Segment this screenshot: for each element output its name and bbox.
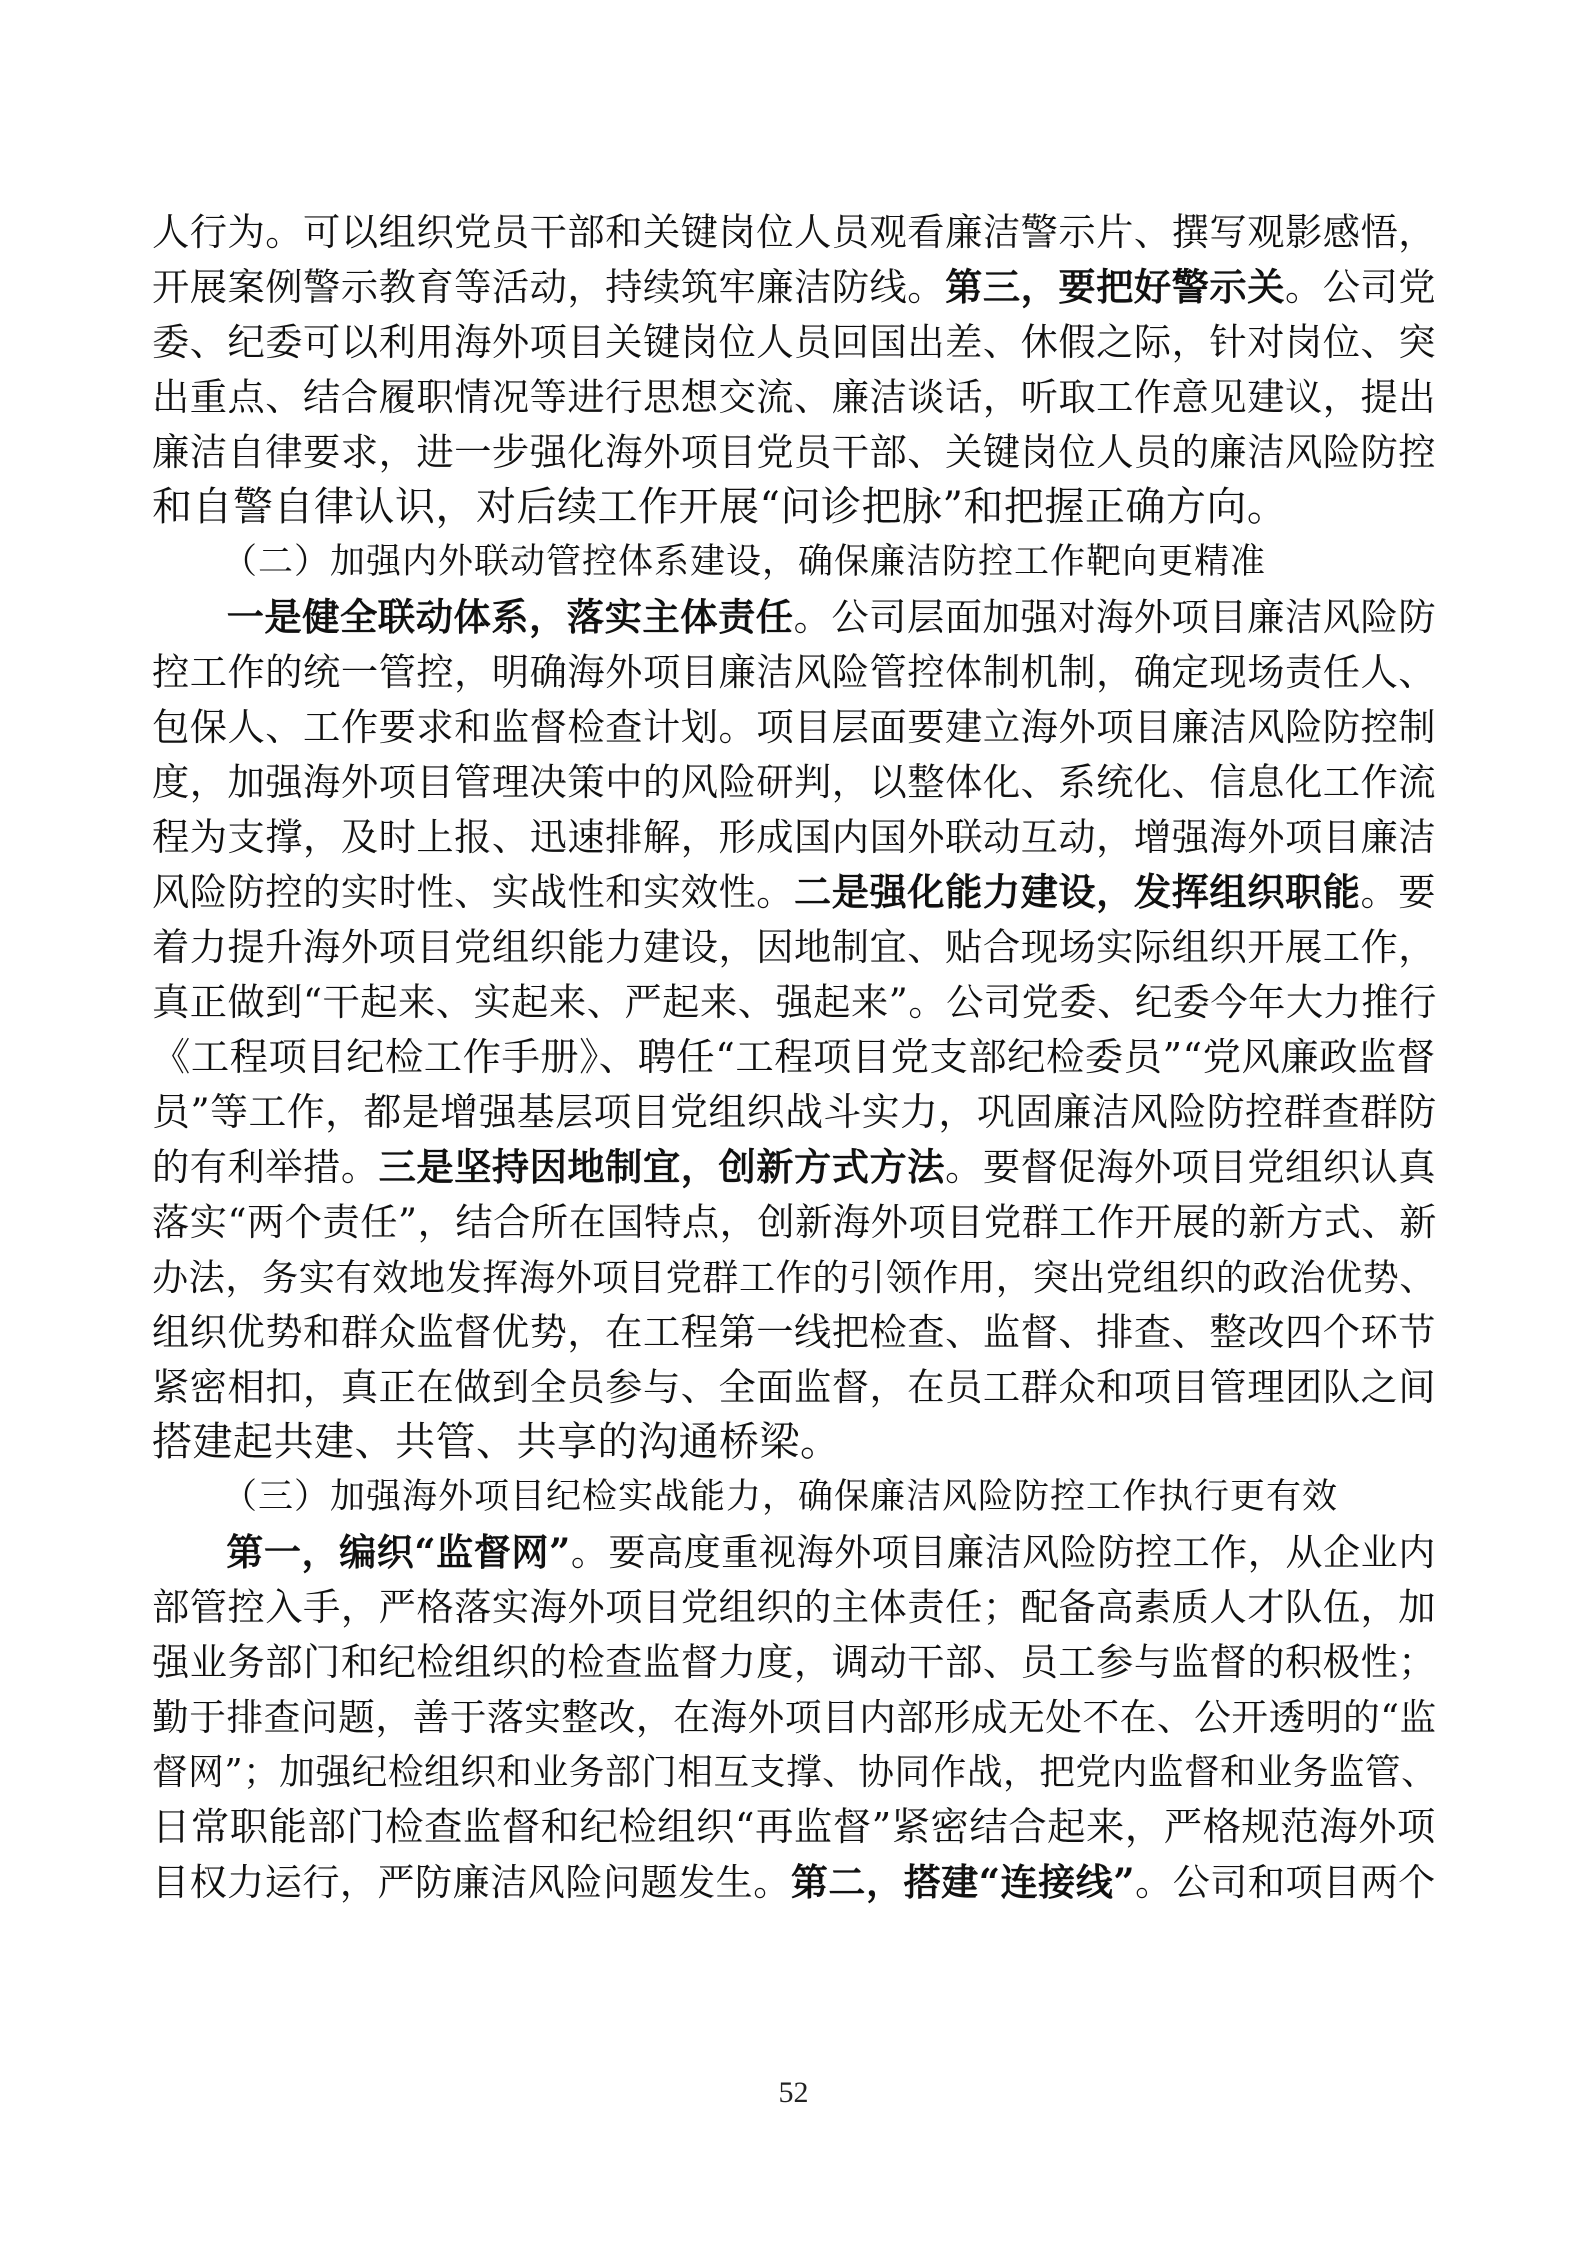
paragraph-line bbox=[152, 1360, 1442, 1415]
paragraph-line bbox=[152, 810, 1442, 865]
paragraph-line bbox=[152, 1525, 1442, 1580]
paragraph-line bbox=[152, 315, 1442, 370]
text-run: 廉洁自律要求，进一步强化海外项目党员干部、关键岗位人员的廉洁风险防控 bbox=[152, 430, 1437, 474]
section-heading bbox=[152, 1470, 1442, 1525]
text-run: 风险防控的实时性、实战性和实效性。 bbox=[152, 870, 795, 914]
bold-phrase: 三是坚持因地制宜，创新方式方法 bbox=[378, 1145, 946, 1189]
paragraph-line bbox=[152, 1250, 1442, 1305]
paragraph-line bbox=[152, 260, 1442, 315]
paragraph-line bbox=[152, 645, 1442, 700]
text-run: 办法，务实有效地发挥海外项目党群工作的引领作用，突出党组织的政治优势、 bbox=[152, 1256, 1437, 1299]
section-heading bbox=[152, 535, 1442, 590]
text-run: 。公司党 bbox=[1284, 265, 1437, 309]
paragraph-line bbox=[152, 865, 1442, 920]
text-run: 真正做到“干起来、实起来、严起来、强起来”。公司党委、纪委今年大力推行 bbox=[152, 980, 1437, 1024]
text-run: 紧密相扣，真正在做到全员参与、全面监督，在员工群众和项目管理团队之间 bbox=[152, 1365, 1437, 1409]
text-run: 目权力运行，严防廉洁风险问题发生。 bbox=[152, 1861, 791, 1904]
text-run: 部管控入手，严格落实海外项目党组织的主体责任；配备高素质人才队伍，加 bbox=[152, 1585, 1437, 1629]
paragraph-line bbox=[152, 590, 1442, 645]
bold-phrase: 二是强化能力建设，发挥组织职能 bbox=[794, 870, 1361, 914]
bold-phrase: 第三，要把好警示关 bbox=[945, 265, 1285, 309]
paragraph-line bbox=[152, 1030, 1442, 1085]
text-run: 度，加强海外项目管理决策中的风险研判，以整体化、系统化、信息化工作流 bbox=[152, 760, 1437, 804]
paragraph-line bbox=[152, 1745, 1442, 1800]
text-run: 强业务部门和纪检组织的检查监督力度，调动干部、员工参与监督的积极性； bbox=[152, 1640, 1437, 1684]
text-run: （二）加强内外联动管控体系建设，确保廉洁防控工作靶向更精准 bbox=[222, 542, 1267, 582]
paragraph-line bbox=[152, 1635, 1442, 1690]
text-run: 落实“两个责任”，结合所在国特点，创新海外项目党群工作开展的新方式、新 bbox=[152, 1200, 1437, 1244]
paragraph-line bbox=[152, 1800, 1442, 1855]
text-run: 。公司层面加强对海外项目廉洁风险防 bbox=[793, 595, 1437, 639]
page-number: 52 bbox=[778, 2076, 809, 2109]
bold-phrase: 第二，搭建“连接线” bbox=[790, 1860, 1136, 1904]
paragraph-line bbox=[152, 755, 1442, 810]
paragraph-line bbox=[152, 1140, 1442, 1195]
text-run: 督网”；加强纪检组织和业务部门相互支撑、协同作战，把党内监督和业务监管、 bbox=[152, 1752, 1438, 1793]
text-run: 程为支撑，及时上报、迅速排解，形成国内国外联动互动，增强海外项目廉洁 bbox=[152, 815, 1437, 859]
bold-phrase: 第一，编织“监督网” bbox=[226, 1530, 571, 1574]
text-run: 。要 bbox=[1360, 870, 1437, 914]
paragraph-line bbox=[152, 1580, 1442, 1635]
text-run: 的有利举措。 bbox=[152, 1145, 379, 1189]
text-run: 委、纪委可以利用海外项目关键岗位人员回国出差、休假之际，针对岗位、突 bbox=[152, 320, 1437, 364]
text-run: 。要高度重视海外项目廉洁风险防控工作，从企业内 bbox=[570, 1531, 1436, 1574]
paragraph-line bbox=[152, 700, 1442, 755]
text-run: 着力提升海外项目党组织能力建设，因地制宜、贴合现场实际组织开展工作， bbox=[152, 925, 1437, 969]
text-run: 出重点、结合履职情况等进行思想交流、廉洁谈话，听取工作意见建议，提出 bbox=[152, 375, 1437, 419]
paragraph-line bbox=[152, 1855, 1442, 1910]
text-run: 组织优势和群众监督优势，在工程第一线把检查、监督、排查、整改四个环节 bbox=[152, 1310, 1437, 1354]
text-run: 《工程项目纪检工作手册》、聘任“工程项目党支部纪检委员”“党风廉政监督 bbox=[152, 1035, 1436, 1080]
paragraph-line bbox=[152, 205, 1442, 260]
text-run: （三）加强海外项目纪检实战能力，确保廉洁风险防控工作执行更有效 bbox=[222, 1477, 1339, 1517]
text-run: 控工作的统一管控，明确海外项目廉洁风险管控体制机制，确定现场责任人、 bbox=[152, 650, 1437, 694]
text-run: 和自警自律认识，对后续工作开展“问诊把脉”和把握正确方向。 bbox=[152, 484, 1288, 530]
paragraph-line bbox=[152, 1305, 1442, 1360]
paragraph-line bbox=[152, 1690, 1442, 1745]
paragraph-line bbox=[152, 920, 1442, 975]
document-body bbox=[152, 205, 1442, 1910]
paragraph-line bbox=[152, 1195, 1442, 1250]
paragraph-line bbox=[152, 425, 1442, 480]
text-run: 勤于排查问题，善于落实整改，在海外项目内部形成无处不在、公开透明的“监 bbox=[152, 1696, 1437, 1739]
text-run: 开展案例警示教育等活动，持续筑牢廉洁防线。 bbox=[152, 265, 946, 309]
paragraph-line bbox=[152, 1085, 1442, 1140]
paragraph-line bbox=[152, 370, 1442, 425]
bold-phrase: 一是健全联动体系，落实主体责任 bbox=[226, 595, 794, 639]
text-run: 人行为。可以组织党员干部和关键岗位人员观看廉洁警示片、撰写观影感悟， bbox=[152, 210, 1437, 254]
text-run: 搭建起共建、共管、共享的沟通桥梁。 bbox=[152, 1419, 841, 1465]
text-run: 日常职能部门检查监督和纪检组织“再监督”紧密结合起来，严格规范海外项 bbox=[152, 1805, 1436, 1850]
text-run: 包保人、工作要求和监督检查计划。项目层面要建立海外项目廉洁风险防控制 bbox=[152, 705, 1437, 749]
text-run: 。要督促海外项目党组织认真 bbox=[945, 1145, 1437, 1189]
paragraph-line bbox=[152, 1415, 1442, 1470]
text-run: 员”等工作，都是增强基层项目党组织战斗实力，巩固廉洁风险防控群查群防 bbox=[152, 1090, 1437, 1134]
paragraph-line bbox=[152, 975, 1442, 1030]
paragraph-line bbox=[152, 480, 1442, 535]
text-run: 。公司和项目两个 bbox=[1135, 1861, 1436, 1904]
